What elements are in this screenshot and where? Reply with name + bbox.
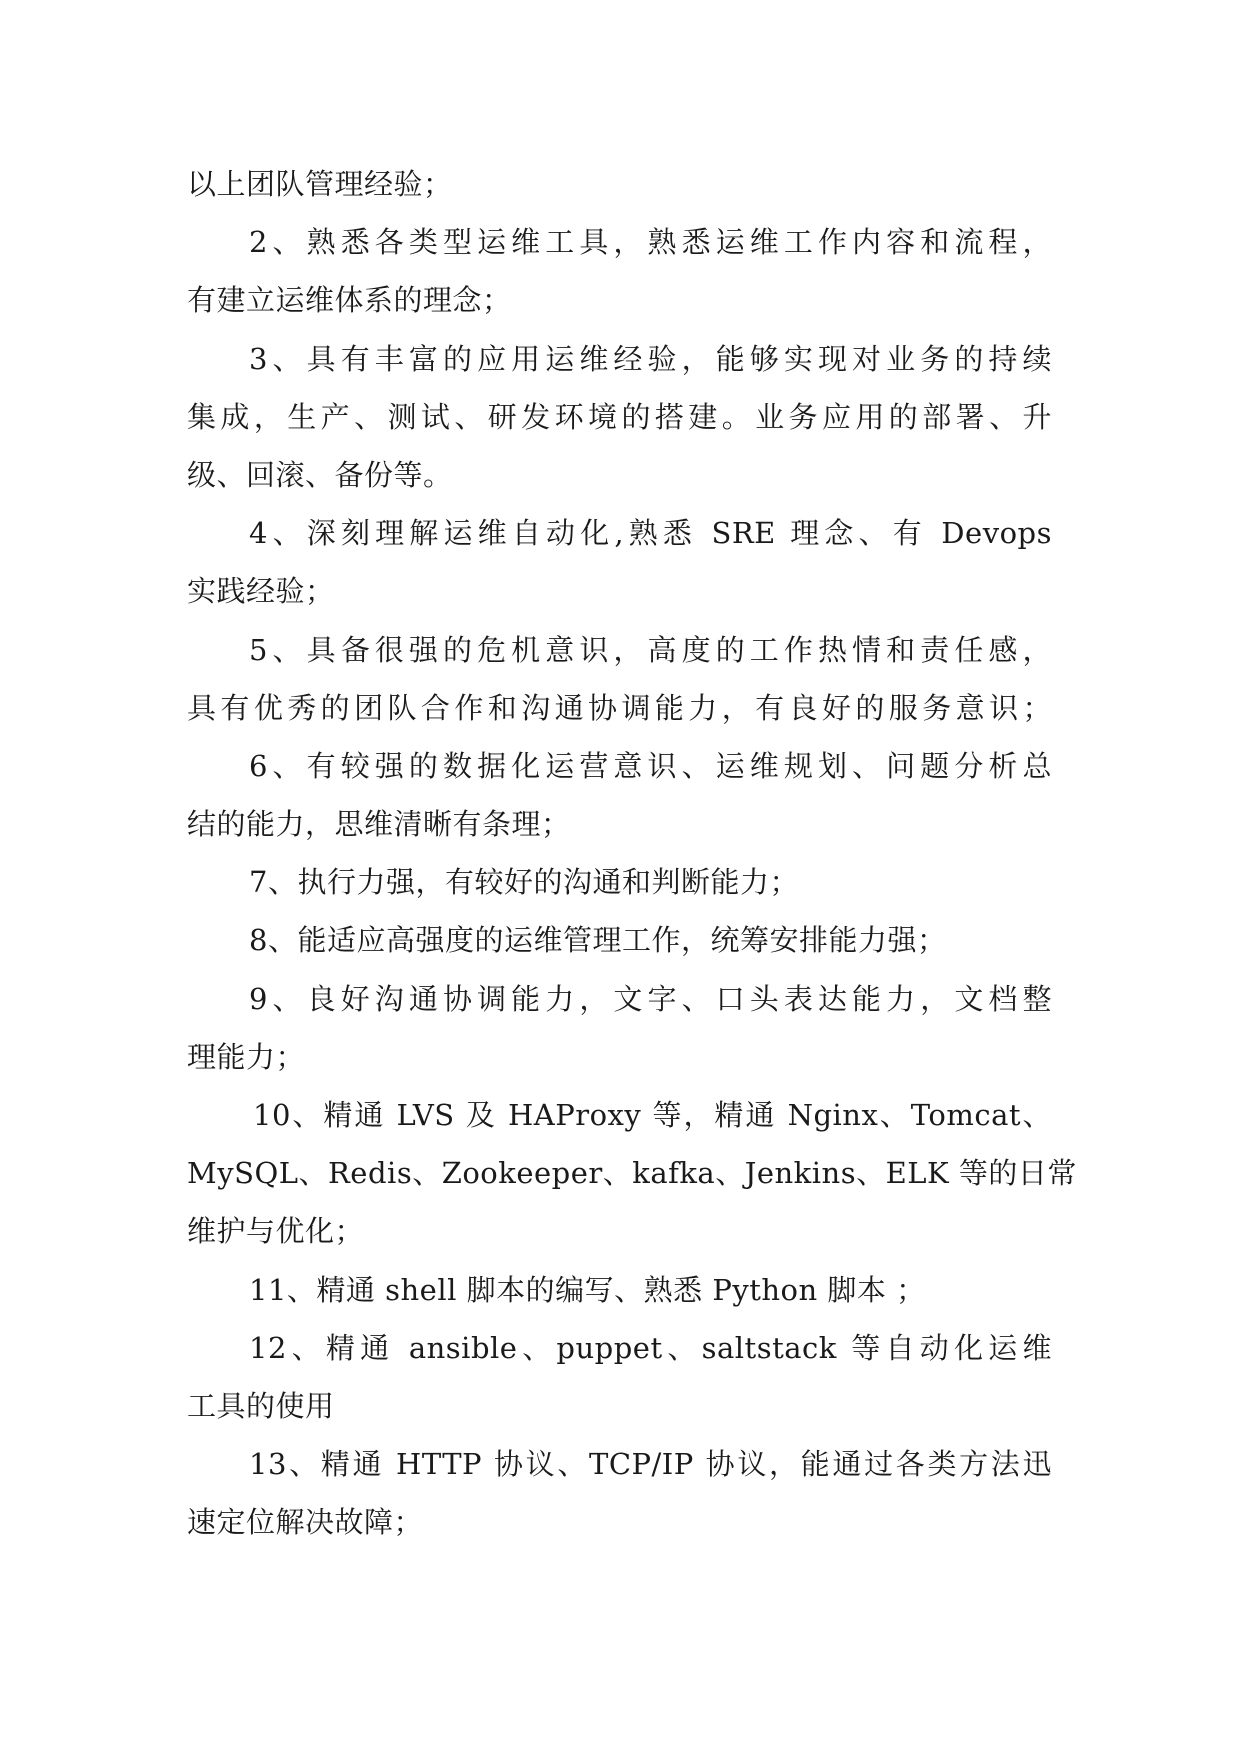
- text-line: 工具的使用: [187, 1388, 335, 1423]
- text-line: 维护与优化；: [187, 1214, 365, 1249]
- text-line: 8、能适应高强度的运维管理工作，统筹安排能力强；: [249, 923, 947, 958]
- text-line: 具有优秀的团队合作和沟通协调能力，有良好的服务意识；: [187, 690, 1052, 725]
- text-line: 5、具备很强的危机意识，高度的工作热情和责任感，: [249, 632, 1052, 667]
- text-line: 速定位解决故障；: [187, 1505, 424, 1540]
- text-line: 2、熟悉各类型运维工具，熟悉运维工作内容和流程，: [249, 225, 1052, 260]
- text-line: 级、回滚、备份等。: [187, 457, 453, 492]
- text-line: MySQL、Redis、Zookeeper、kafka、Jenkins、ELK 等的日常: [187, 1156, 1077, 1191]
- text-line: 以上团队管理经验；: [187, 167, 453, 201]
- document-body: [187, 155, 1077, 1552]
- text-line: 13、精通 HTTP 协议、TCP/IP 协议，能通过各类方法迅: [249, 1447, 1052, 1482]
- text-line: 6、有较强的数据化运营意识、运维规划、问题分析总: [249, 748, 1052, 783]
- text-line: 9、良好沟通协调能力，文字、口头表达能力，文档整: [249, 981, 1052, 1016]
- text-line: 10、精通 LVS 及 HAProxy 等，精通 Nginx、Tomcat、: [253, 1098, 1052, 1132]
- text-line: 4、深刻理解运维自动化,熟悉 SRE 理念、有 Devops: [249, 516, 1052, 551]
- text-line: 12、精通 ansible、puppet、saltstack 等自动化运维: [249, 1330, 1052, 1365]
- text-line: 理能力；: [187, 1039, 306, 1074]
- text-line: 11、精通 shell 脚本的编写、熟悉 Python 脚本 ；: [249, 1272, 926, 1307]
- text-line: 3、具有丰富的应用运维经验，能够实现对业务的持续: [249, 341, 1052, 376]
- text-line: 结的能力，思维清晰有条理；: [187, 807, 571, 842]
- text-line: 集成，生产、测试、研发环境的搭建。业务应用的部署、升: [187, 399, 1052, 434]
- text-line: 有建立运维体系的理念；: [187, 283, 512, 318]
- text-line: 7、执行力强，有较好的沟通和判断能力；: [249, 865, 799, 900]
- text-line: 实践经验；: [187, 574, 335, 609]
